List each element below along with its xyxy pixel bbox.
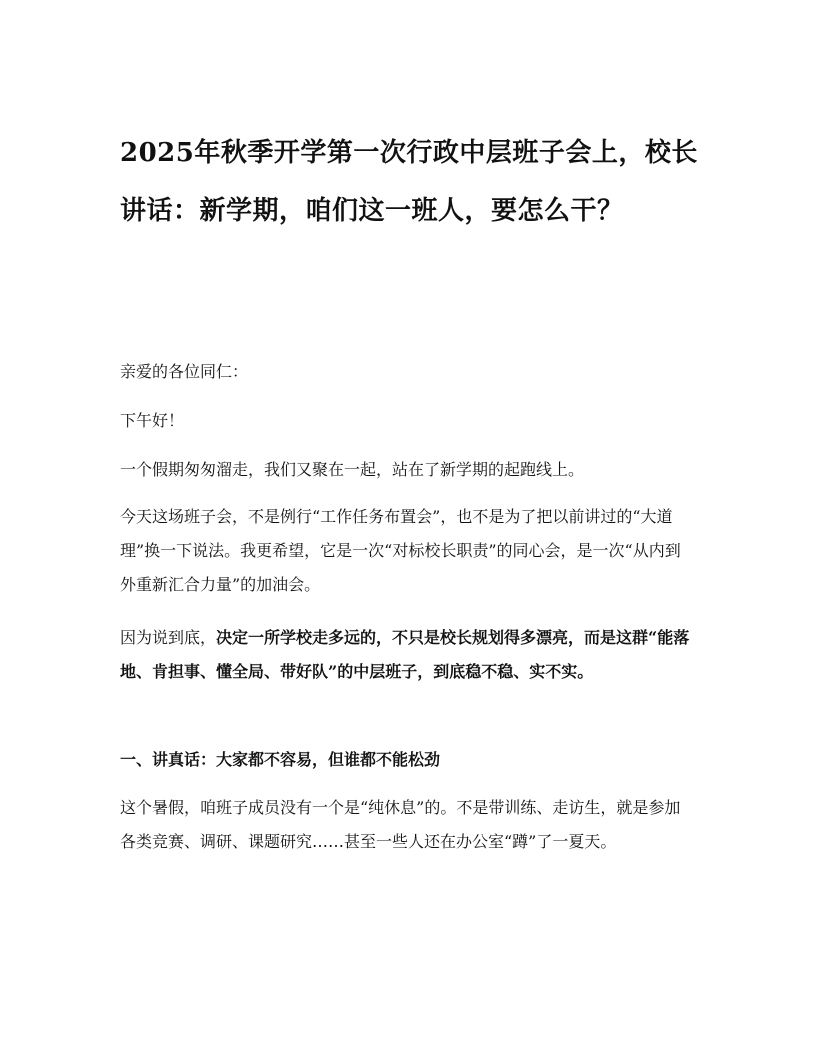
paragraph-1: 一个假期匆匆溜走，我们又聚在一起，站在了新学期的起跑线上。 <box>120 460 585 479</box>
paragraph-3 <box>120 621 690 689</box>
paragraph-2: 今天这场班子会，不是例行“工作任务布置会”，也不是为了把以前讲过的“大道理”换一下说法。我更希望，它是一次“对标校长职责”的同心会，是一次“从内到外重新汇合力量”的加油会。 <box>120 507 681 594</box>
greeting-line: 亲爱的各位同仁： <box>120 362 249 381</box>
section-1-heading: 一、讲真话：大家都不容易，但谁都不能松劲 <box>120 750 441 769</box>
salutation-line: 下午好！ <box>120 411 185 430</box>
document-title: 2025年秋季开学第一次行政中层班子会上，校长讲话：新学期，咱们这一班人，要怎么干？ <box>120 138 698 226</box>
paragraph-4: 这个暑假，咱班子成员没有一个是“纯休息”的。不是带训练、走访生，就是参加各类竞赛、调研、课题研究……甚至一些人还在办公室“蹲”了一夏天。 <box>120 798 681 851</box>
paragraph-3-emphasis: 决定一所学校走多远的，不只是校长规划得多漂亮，而是这群“能落地、肯担事、懂全局、带好队”的中层班子，到底稳不稳、实不实。 <box>120 628 690 681</box>
paragraph-3-intro: 因为说到底， <box>120 628 217 647</box>
